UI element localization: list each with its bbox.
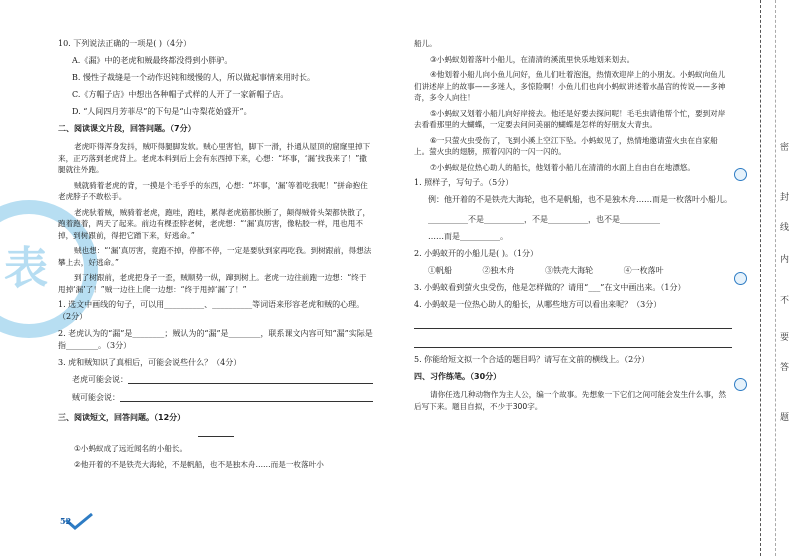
- title-blank-line[interactable]: [198, 430, 234, 437]
- s3-paragraph-1: ①小蚂蚁成了远近闻名的小船长。: [74, 444, 188, 453]
- s3-paragraph-6: ⑥一只萤火虫受伤了，飞到小溪上空江下坠。小蚂蚁见了，热情地邀请萤火虫在自家船上。萤火虫的翅膀，照着闪闪的一闪一闪的。: [414, 135, 718, 156]
- right-column: [414, 38, 732, 416]
- binding-word: 线: [780, 223, 790, 233]
- binding-word: 要: [780, 333, 790, 343]
- q10-stem: 10. 下列说法正确的一项是( )（4分）: [58, 39, 192, 48]
- binding-hole-icon: [734, 168, 747, 181]
- option-sailboat[interactable]: ①帆船: [428, 266, 452, 275]
- s3-question-1: 1. 照样子，写句子。（5分）: [414, 178, 514, 187]
- s3-paragraph-3: ③小蚂蚁划着落叶小船儿，在清清的溪流里快乐地划来划去。: [430, 54, 635, 64]
- s3-question-5: 5. 你能给短文拟一个合适的题目吗？请写在文前的横线上。（2分）: [414, 355, 650, 364]
- q4-answer-line-2[interactable]: [414, 335, 732, 348]
- s3-paragraph-2-cont: 船儿。: [414, 39, 437, 48]
- tiger-answer-line[interactable]: [128, 374, 373, 384]
- s3-paragraph-4: ④他划着小船儿向小鱼儿问好，鱼儿们吐着泡泡，热情欢迎岸上的小朋友。小蚂蚁向鱼儿们讲述岸上的故事——多迷人，多惊险啊！小鱼儿们也向小蚂蚁讲述着水晶宫的传说——多神奇，多令人向往！: [414, 70, 726, 102]
- section-3-heading: 三、阅读短文，回答问题。（12分）: [58, 413, 186, 422]
- binding-hole-icon: [734, 378, 747, 391]
- s3-question-2: 2. 小蚂蚁开的小船儿是( )。（1分）: [414, 249, 539, 258]
- page-number: 52: [60, 516, 72, 526]
- q4-answer-line-1[interactable]: [414, 316, 732, 329]
- q10-option-d: D. “人间四月芳菲尽”的下句是“山寺梨花始盛开”。: [72, 107, 252, 116]
- option-leaf[interactable]: ④一枚落叶: [623, 266, 664, 275]
- binding-word: 不: [780, 296, 790, 306]
- binding-word: 密: [780, 143, 790, 153]
- s2-paragraph-2: 贼就骑着老虎的背，一摸是个毛乎乎的东西，心想：“坏事，‘漏’等着吃我呢！”拼命抱住老虎脖子不敢松手。: [58, 180, 368, 201]
- thief-answer-row[interactable]: [58, 392, 373, 404]
- s3-fill-sentence[interactable]: __________不是__________，不是__________，也不是__________: [428, 215, 660, 224]
- s3-paragraph-7: ⑦小蚂蚁是位热心助人的船长，他划着小船儿在清清的水面上自由自在地漂悠。: [430, 162, 695, 172]
- s3-q2-options: [414, 265, 732, 277]
- watermark-char: 表: [4, 243, 48, 294]
- q10-option-c: C.《方帽子店》中想出各种帽子式样的人开了一家新帽子店。: [72, 90, 289, 99]
- s2-question-1[interactable]: 1. 选文中画线的句子，可以用__________、__________等词语来形容老虎和贼的心理。（2分）: [58, 300, 365, 321]
- binding-line: [760, 0, 761, 556]
- s4-prompt: 请你任选几种动物作为主人公，编一个故事。先想象一下它们之间可能会发生什么事，然后写下来。题目自拟，不少于300字。: [414, 390, 727, 411]
- s3-fill-sentence-end[interactable]: ……而是__________。: [428, 232, 508, 241]
- option-canoe[interactable]: ②独木舟: [482, 266, 515, 275]
- q10-option-a: A.《漏》中的老虎和贼最终都没得到小胖驴。: [72, 56, 233, 65]
- thief-answer-label: 贼可能会说：: [72, 393, 120, 402]
- section-2-heading: 二、阅读课文片段，回答问题。（7分）: [58, 124, 196, 133]
- q10: [58, 38, 373, 118]
- s2-paragraph-3: 老虎驮着贼，贼骑着老虎，跑哇，跑哇，累得老虎筋都快断了，颠得贼骨头架都快散了，跑着跑着，两天了起来。前边有棵歪脖老树，老虎想：“‘漏’真厉害，像粘胶一样，甩也甩不掉，到树跟前，得把它蹭下来，好逃命。”: [58, 207, 371, 240]
- s3-question-4: 4. 小蚂蚁是一位热心助人的船长，从哪些地方可以看出来呢？（3分）: [414, 300, 662, 309]
- binding-word: 答: [780, 363, 790, 373]
- s3-question-3: 3. 小蚂蚁看到萤火虫受伤，他是怎样做的？请用“___”在文中画出来。（1分）: [414, 283, 686, 292]
- section-4-heading: 四、习作练笔。（30分）: [414, 372, 502, 381]
- s3-paragraph-2: ②他开着的不是铁壳大海轮，不是帆船，也不是独木舟……而是一枚落叶小: [74, 459, 324, 469]
- s2-question-2[interactable]: 2. 老虎认为的“漏”是________；贼认为的“漏”是________，联系课文内容可知“漏”实际是指________。（3分）: [58, 329, 373, 350]
- s3-example: 例：他开着的不是铁壳大海轮，也不是帆船，也不是独木舟……而是一枚落叶小船儿。: [428, 195, 732, 204]
- s3-paragraph-5: ⑤小蚂蚁又划着小船儿向好岸接去。他还是好要去探问呢！毛毛虫请他帮个忙，要到对岸去看看那里的大蝴蝶，一定要去问问美丽的蝴蝶是怎样的好朋友大青虫。: [414, 108, 726, 129]
- thief-answer-line[interactable]: [120, 392, 373, 402]
- tiger-answer-row[interactable]: [58, 374, 373, 386]
- s2-paragraph-4: 贼也想：“‘漏’真厉害，竟跑不掉，停都不停，一定是要驮到家再吃我。到树跟前，得想法攀上去，好逃命。”: [58, 246, 372, 267]
- binding-word: 题: [780, 413, 790, 423]
- left-column: [58, 38, 373, 474]
- tiger-answer-label: 老虎可能会说：: [72, 375, 128, 384]
- binding-word: 封: [780, 193, 790, 203]
- binding-word: 内: [780, 255, 790, 265]
- q10-option-b: B. 慢性子裁缝是一个动作迟钝和缓慢的人，所以做起事情来用时长。: [72, 73, 315, 82]
- binding-hole-icon: [734, 272, 747, 285]
- s2-paragraph-1: 老虎吓得浑身发抖，贼吓得腿脚发软。贼心里害怕，脚下一滑，扑通从屋顶的窟窿里掉下来，正巧落到老虎背上。老虎本料到后上会有东西掉下来，心想：“坏事，‘漏’找我来了！”撒腿就往外跑。: [58, 142, 371, 174]
- s2-paragraph-5: 到了树跟前，老虎把身子一歪，贼顺势一纵，蹿到树上。老虎一边往前跑一边想：“终于甩掉‘漏’了！”贼一边往上爬一边想：“终于甩掉‘漏’了！”: [58, 273, 367, 294]
- option-steamship[interactable]: ③铁壳大海轮: [545, 266, 594, 275]
- binding-line-outer: [775, 0, 776, 556]
- s2-question-3: 3. 虎和贼知识了真相后，可能会说些什么？（4分）: [58, 358, 242, 367]
